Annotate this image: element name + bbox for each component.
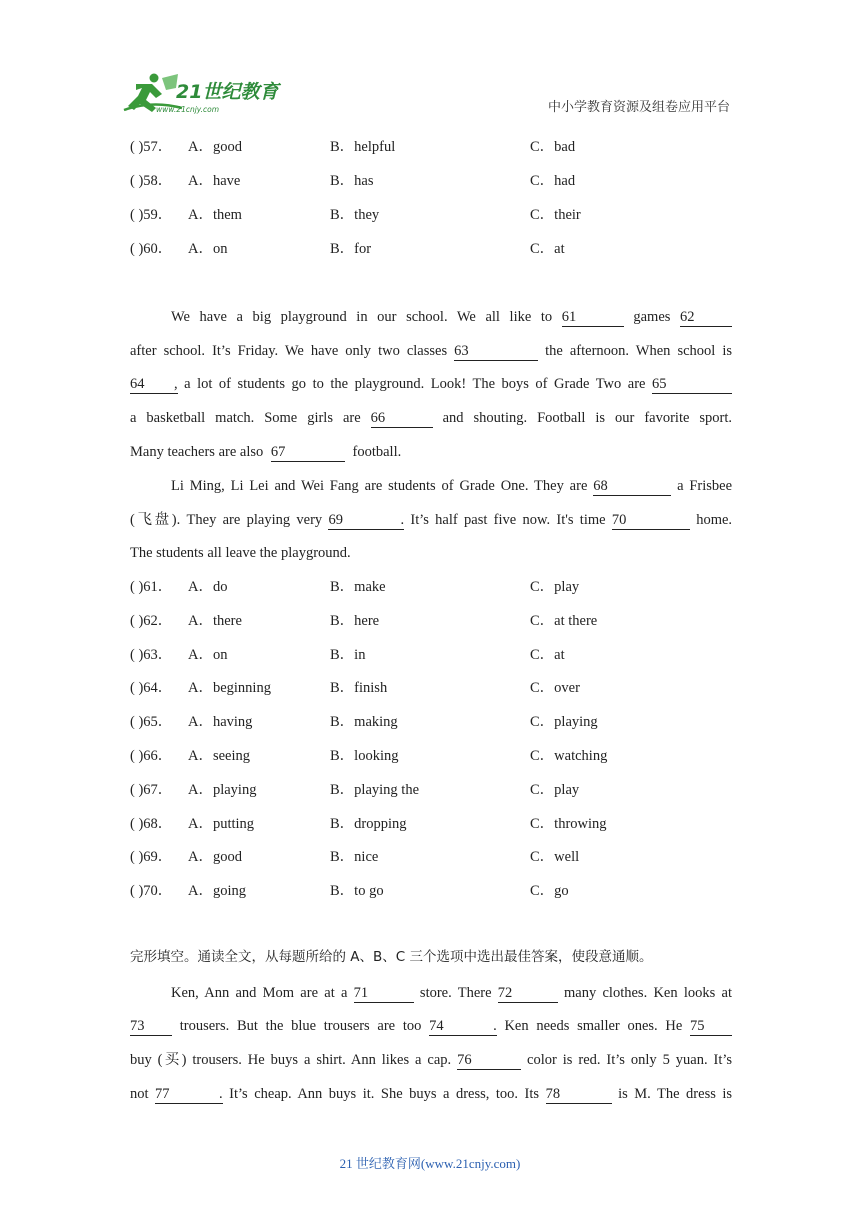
passage-line: buy (买) trousers. He buys a shirt. Ann likes a cap. 76 color is red. It’s only 5 yuan. It’s — [130, 1052, 733, 1068]
question-row: ( )68． A．putting B．dropping C．throwing — [130, 816, 607, 832]
question-row: ( )66． A．seeing B．looking C．watching — [130, 748, 608, 764]
blank-73: 73 — [130, 1017, 172, 1036]
blank-61: 61 — [562, 308, 624, 327]
passage-line: Many teachers are also 67 football. — [130, 444, 402, 460]
blank-70: 70 — [612, 511, 690, 530]
question-row: ( )62． A．there B．here C．at there — [130, 613, 598, 629]
page-footer: 21 世纪教育网(www.21cnjy.com) — [339, 1156, 521, 1171]
passage-line: We have a big playground in our school. We all like to 61 games 62 — [171, 306, 732, 328]
passage-line: 64 , a lot of students go to the playground. Look! The boys of Grade Two are 65 — [130, 373, 732, 395]
question-row: ( )59． A．them B．they C．their — [130, 207, 581, 223]
question-row: ( )70． A．going B．to go C．go — [130, 883, 569, 899]
blank-72: 72 — [498, 984, 558, 1003]
question-row: ( )64． A．beginning B．finish C．over — [130, 680, 580, 696]
question-row: ( )69． A．good B．nice C．well — [130, 849, 580, 865]
passage-line: (飞盘). They are playing very 69 . It’s half past five now. It's time 70 home. — [130, 512, 733, 528]
blank-68: 68 — [593, 477, 671, 496]
blank-65: 65 — [652, 375, 732, 394]
passage-line: Li Ming, Li Lei and Wei Fang are students of Grade One. They are 68 a Frisbee — [171, 478, 733, 494]
blank-66: 66 — [371, 409, 433, 428]
passage-line: after school. It’s Friday. We have only two classes 63 the afternoon. When school is — [130, 343, 732, 359]
site-logo — [122, 70, 292, 116]
platform-name: 中小学教育资源及组卷应用平台 — [547, 100, 730, 115]
svg-text:21世纪教育: 21世纪教育 — [176, 81, 279, 103]
question-row: ( )57． A．good B．helpful C．bad — [130, 139, 576, 155]
passage-line: Ken, Ann and Mom are at a 71 store. There 72 many clothes. Ken looks at — [171, 985, 732, 1001]
question-row: ( )60． A．on B．for C．at — [130, 241, 565, 257]
blank-62: 62 — [680, 308, 732, 327]
passage-line: The students all leave the playground. — [130, 545, 351, 561]
question-row: ( )67． A．playing B．playing the C．play — [130, 782, 580, 798]
blank-63: 63 — [454, 342, 538, 361]
question-row: ( )63． A．on B．in C．at — [130, 647, 565, 663]
blank-69: 69 — [328, 511, 404, 530]
section-instruction: 完形填空。通读全文，从每题所给的 A、B、C 三个选项中选出最佳答案，使段意通顺。 — [130, 949, 653, 965]
blank-77: 77 — [155, 1085, 223, 1104]
blank-67: 67 — [271, 443, 345, 462]
question-row: ( )58． A．have B．has C．had — [130, 173, 576, 189]
blank-64: 64 — [130, 375, 178, 394]
passage-line: 73 trousers. But the blue trousers are too 74 . Ken needs smaller ones. He 75 — [130, 1015, 732, 1037]
blank-74: 74 — [429, 1017, 497, 1036]
svg-text:www.21cnjy.com: www.21cnjy.com — [156, 105, 220, 114]
passage-line: a basketball match. Some girls are 66 and shouting. Football is our favorite sport. — [130, 410, 733, 426]
question-row: ( )65． A．having B．making C．playing — [130, 714, 598, 730]
passage-line: not 77 . It’s cheap. Ann buys it. She buys a dress, too. Its 78 is M. The dress is — [130, 1086, 733, 1102]
blank-75: 75 — [690, 1017, 732, 1036]
blank-71: 71 — [354, 984, 414, 1003]
question-row: ( )61． A．do B．make C．play — [130, 579, 580, 595]
blank-78: 78 — [546, 1085, 612, 1104]
blank-76: 76 — [457, 1051, 521, 1070]
